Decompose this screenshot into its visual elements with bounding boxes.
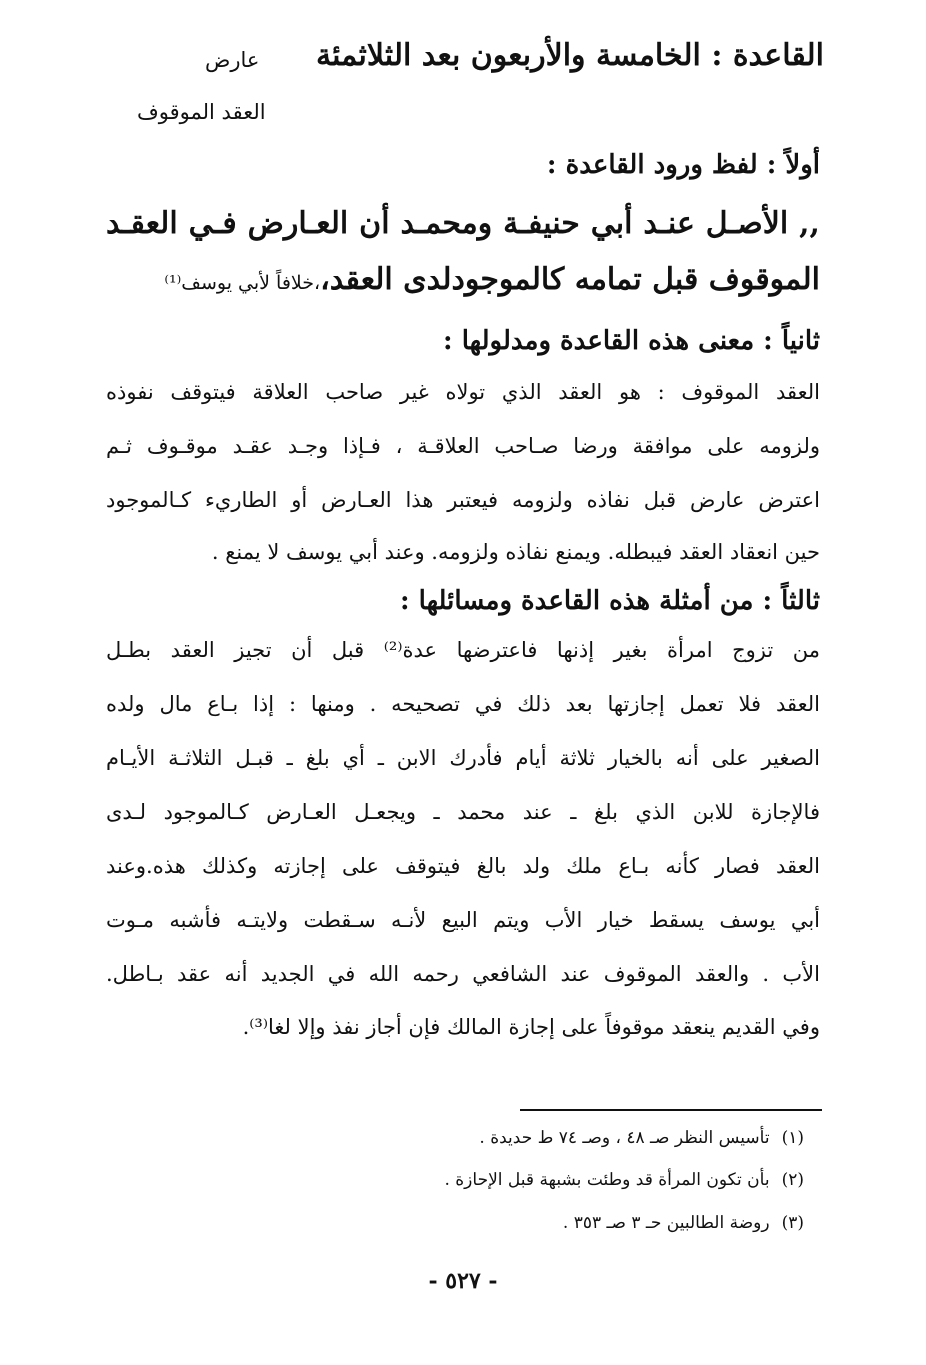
rule-title: القاعدة : الخامسة والأربعون بعد الثلاثمئة <box>316 38 824 73</box>
footnote-number: (١) <box>781 1128 804 1148</box>
example-line: من تزوج امرأة بغير إذنها فاعترضها عدة⁽²⁾ قبل أن تجيز العقد بطـل <box>106 638 821 662</box>
meaning-line: ولزومه على موافقة ورضا صـاحب العلاقـة ، فـإذا وجـد عقـد موقـوف ثـم <box>106 434 820 458</box>
footnote-3 <box>563 1213 804 1233</box>
footnote-1 <box>479 1128 804 1148</box>
meaning-line: العقد الموقوف : هو العقد الذي تولاه غير صاحب العلاقة فيتوقف نفوذه <box>106 380 820 404</box>
side-label-bottom: العقد الموقوف <box>137 100 266 124</box>
footnote-text: بأن تكون المرأة قد وطئت بشبهة قبل الإحازة . <box>444 1170 770 1190</box>
example-line: فالإجازة للابن الذي بلغ ـ عند محمد ـ ويجعـل العـارض كـالموجود لـدى <box>106 800 820 824</box>
example-line: الصغير على أنه بالخيار ثلاثة أيام فأدرك الابن ـ أي بلغ ـ قبـل الثلاثـة الأيـام <box>106 746 820 770</box>
quoted-rule-bold: الموقوف قبل تمامه كالموجودلدى العقد، <box>320 262 820 297</box>
footnote-2 <box>444 1170 804 1190</box>
section-heading-3: ثالثاً : من أمثلة هذه القاعدة ومسائلها : <box>400 586 820 616</box>
example-line: أبي يوسف يسقط خيار الأب ويتم البيع لأنـه سـقطت ولايتـه فأشبه مـوت <box>106 908 820 932</box>
quoted-rule-attribution: ،خلافاً لأبي يوسف⁽¹⁾ <box>164 272 321 294</box>
footnote-divider <box>520 1109 822 1111</box>
meaning-line: اعترض عارض قبل نفاذه ولزومه فيعتبر هذا العـارض أو الطاريء كـالموجود <box>106 488 820 512</box>
example-line: الأب . والعقد الموقوف عند الشافعي رحمه الله في الجديد أنه عقد بـاطل. <box>106 962 820 986</box>
section-heading-2: ثانياً : معنى هذه القاعدة ومدلولها : <box>443 326 820 356</box>
page-number: - ٥٢٧ - <box>428 1268 498 1294</box>
footnote-number: (٢) <box>781 1170 804 1190</box>
footnote-number: (٣) <box>781 1213 804 1233</box>
side-label-top: عارض <box>205 48 260 72</box>
footnote-text: تأسيس النظر صـ ٤٨ ، وصـ ٧٤ ط حديدة . <box>479 1128 770 1148</box>
quoted-rule-line-2 <box>106 262 820 297</box>
example-line: العقد فلا تعمل إجازتها بعد ذلك في تصحيحه . ومنها : إذا بـاع مال ولده <box>106 692 820 716</box>
section-heading-1: أولاً : لفظ ورود القاعدة : <box>546 150 820 180</box>
meaning-line: حين انعقاد العقد فيبطله. ويمنع نفاذه ولزومه. وعند أبي يوسف لا يمنع . <box>211 540 820 564</box>
quoted-rule-line-1: ,, الأصـل عنـد أبي حنيفـة ومحمـد أن العـارض فـي العقـد <box>106 206 820 241</box>
example-line: العقد فصار كأنه بـاع ملك ولد بالغ فيتوقف على إجازته وكذلك هذه.وعند <box>106 854 820 878</box>
footnote-text: روضة الطالبين حـ ٣ صـ ٣٥٣ . <box>562 1213 770 1233</box>
example-line: وفي القديم ينعقد موقوفاً على إجازة المالك فإن أجاز نفذ وإلا لغا⁽³⁾. <box>242 1015 820 1039</box>
